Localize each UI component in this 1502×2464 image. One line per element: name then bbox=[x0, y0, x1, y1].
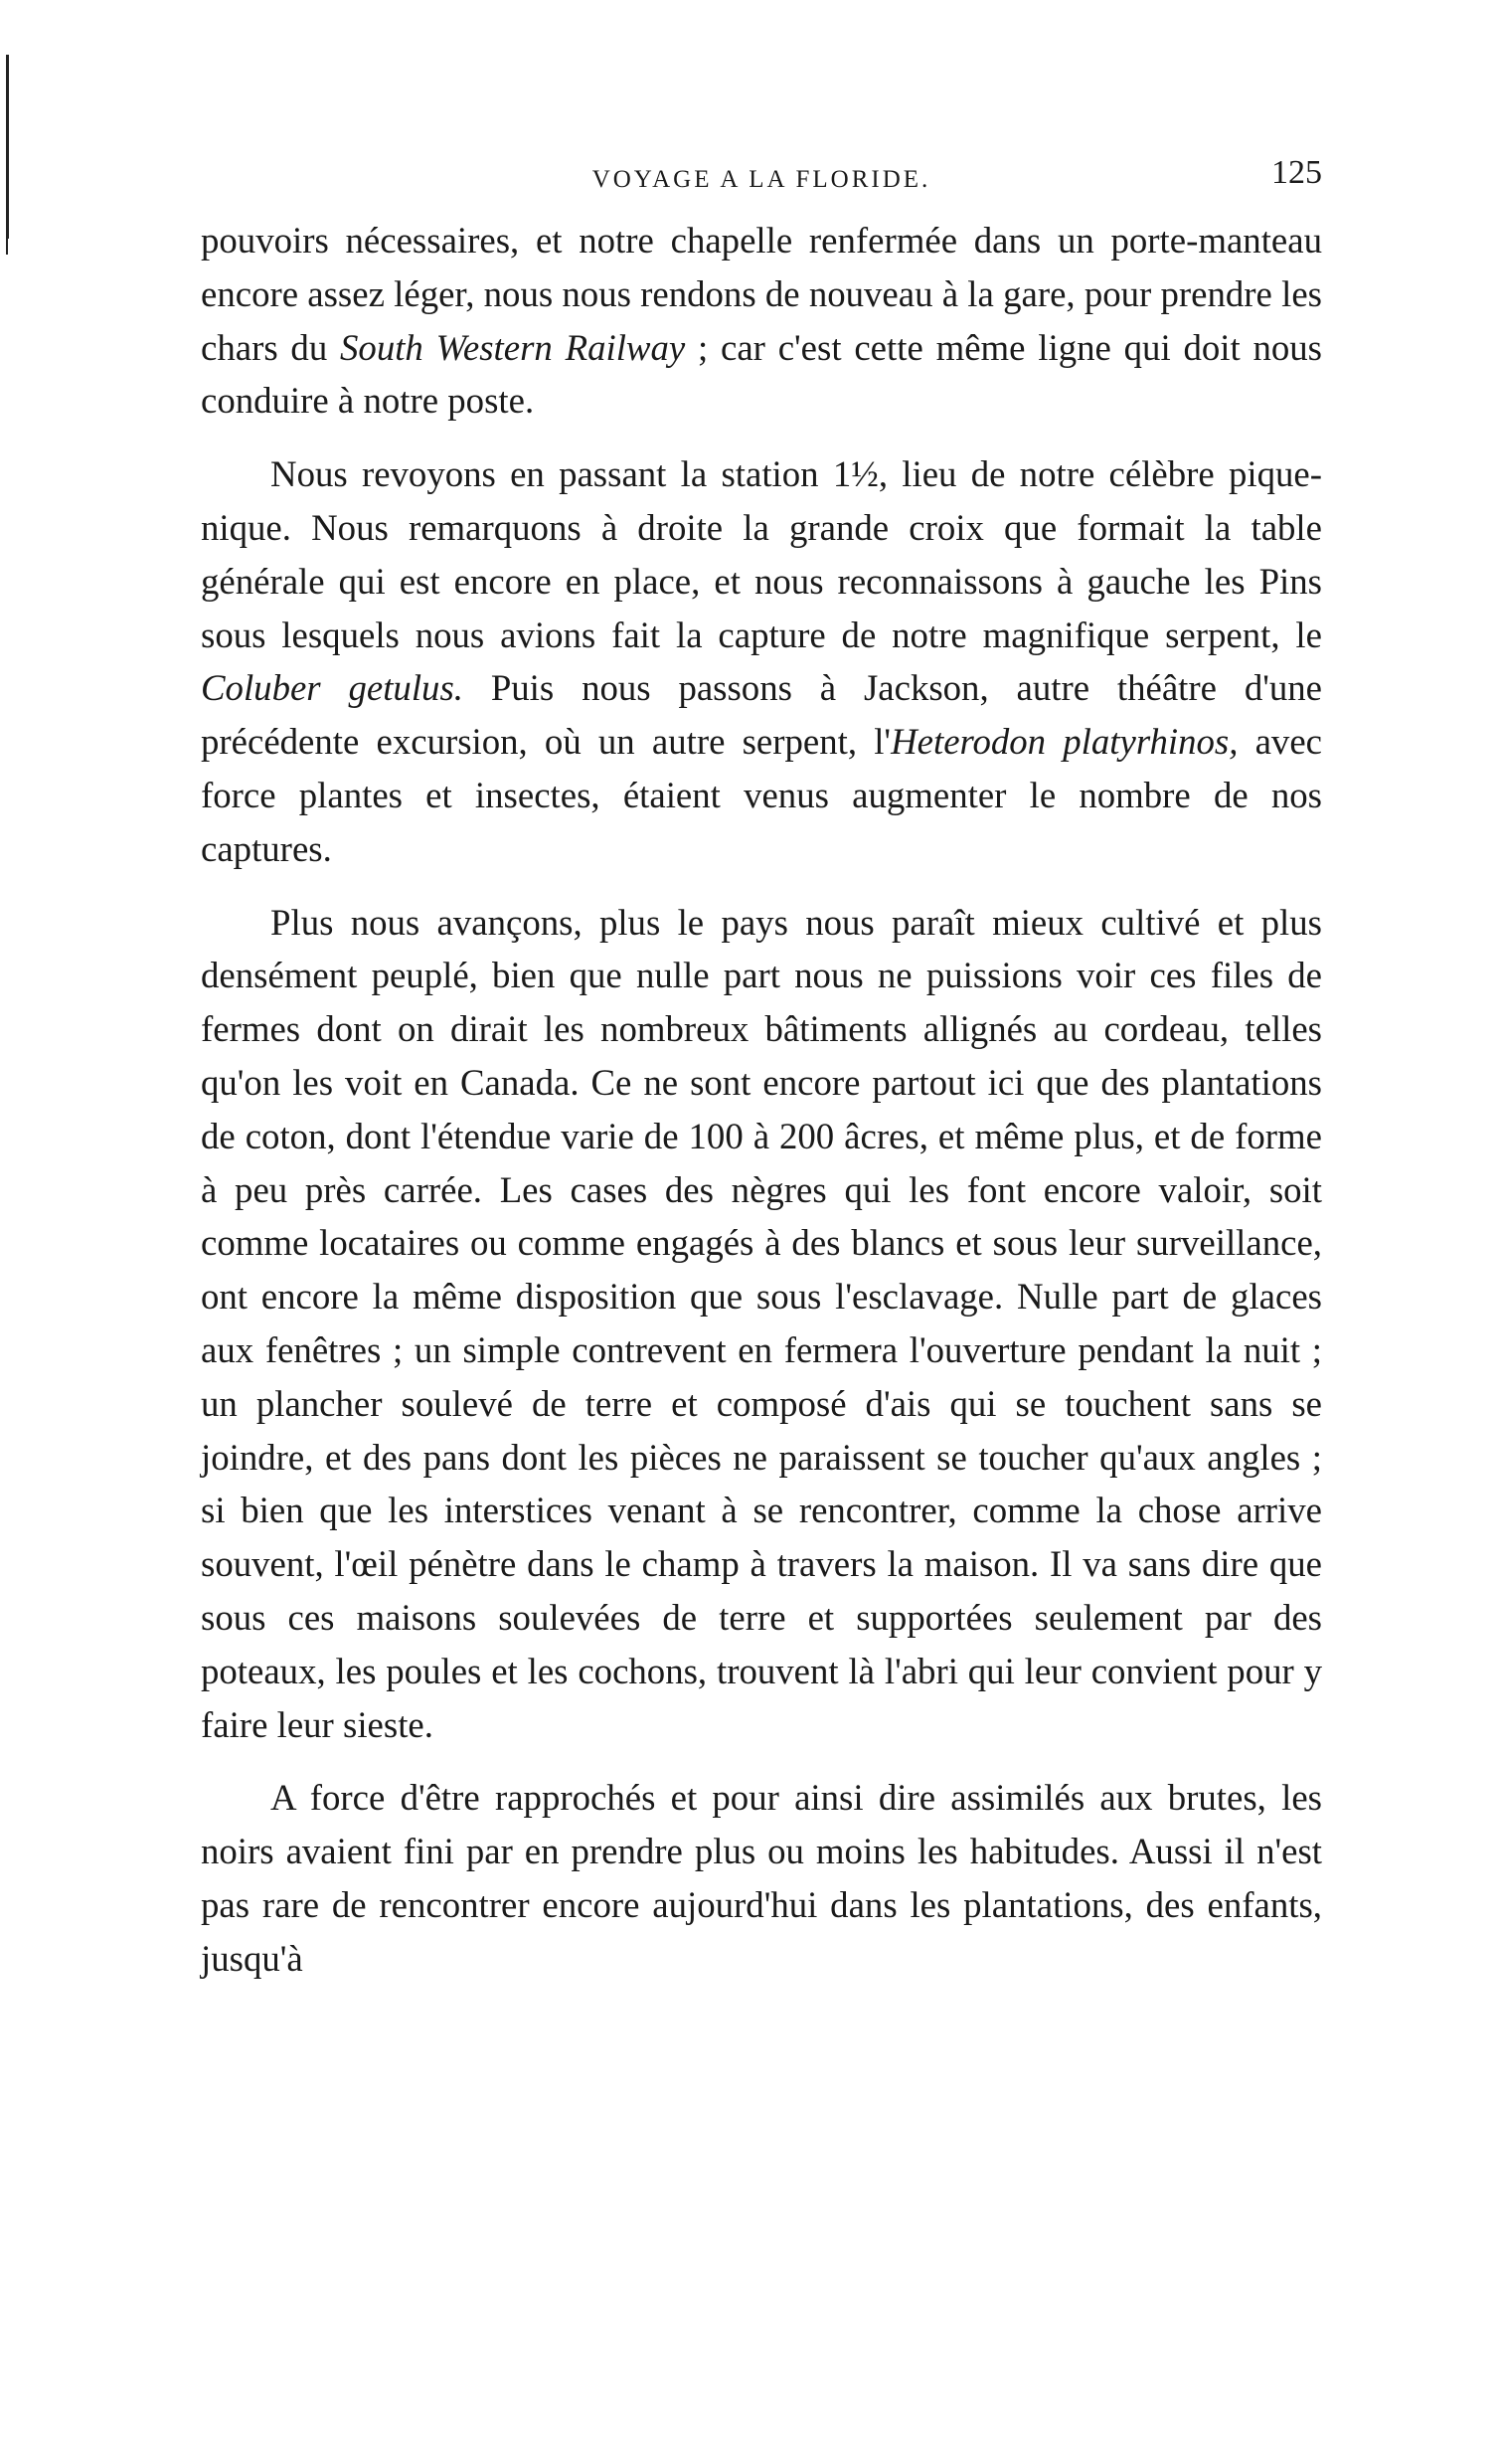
running-title: VOYAGE A LA FLORIDE. bbox=[591, 166, 931, 193]
page-number: 125 bbox=[1271, 154, 1322, 191]
paragraph bbox=[201, 1771, 1322, 1985]
body-text bbox=[201, 214, 1322, 1986]
text-run: Plus nous avançons, plus le pays nous paraît mieux cultivé et plus densément peuplé, bien que nulle part nous ne puissions voir ces files de fermes dont on dirait les nombreux bâtiments allignés au cordeau, telles qu'on les voit en Canada. Ce ne sont encore partout ici que des plantations de coton, dont l'étendue varie de 100 à 200 âcres, et même plus, et de forme à peu près carrée. Les cases des nègres qui les font encore valoir, soit comme locataires ou comme engagés à des blancs et sous leur surveillance, ont encore la même disposition que sous l'esclavage. Nulle part de glaces aux fenêtres ; un simple contrevent en fermera l'ouverture pendant la nuit ; un plancher soulevé de terre et composé d'ais qui se touchent sans se joindre, et des pans dont les pièces ne paraissent se toucher qu'aux angles ; si bien que les interstices venant à se rencontrer, comme la chose arrive souvent, l'œil pénètre dans le champ à travers la maison. Il va sans dire que sous ces maisons soulevées de terre et supportées seulement par des poteaux, les poules et les cochons, trouvent là l'abri qui leur convient pour y faire leur sieste. bbox=[201, 901, 1322, 1745]
page-header bbox=[201, 154, 1322, 204]
text-run: Puis nous passons à Jackson, autre théâtre d'une précédente excursion, où un autre serpent, l' bbox=[201, 667, 1323, 763]
text-run: Nous revoyons en passant la station 1½, lieu de notre célèbre pique-nique. Nous remarquons à droite la grande croix que formait la table générale qui est encore en place, et nous reconnaissons à gauche les Pins sous lesquels nous avions fait la capture de notre magnifique serpent, le bbox=[201, 453, 1322, 655]
text-run: avec force plantes et insectes, étaient venus augmenter le nombre de nos captures. bbox=[201, 721, 1322, 869]
text-run: pouvoirs nécessaires, et notre chapelle renfermée dans un porte-manteau encore assez léger, nous nous rendons de nouveau à la gare, pour prendre les chars du bbox=[201, 220, 1322, 368]
text-run: ; car c'est cette même ligne qui doit nous conduire à notre poste. bbox=[201, 326, 1322, 422]
paragraph bbox=[201, 447, 1322, 875]
scan-margin-line bbox=[6, 55, 9, 239]
italic-text: Heterodon platyrhinos, bbox=[891, 721, 1239, 763]
text-run: A force d'être rapprochés et pour ainsi dire assimilés aux brutes, les noirs avaient fini par en prendre plus ou moins les habitudes. Aussi il n'est pas rare de rencontrer encore aujourd'hui dans les plantations, des enfants, jusqu'à bbox=[201, 1777, 1322, 1979]
paragraph bbox=[201, 214, 1322, 428]
italic-text: South Western Railway bbox=[340, 326, 686, 368]
scan-margin-mark bbox=[6, 227, 8, 255]
paragraph bbox=[201, 896, 1322, 1752]
italic-text: Coluber getulus. bbox=[201, 667, 463, 709]
